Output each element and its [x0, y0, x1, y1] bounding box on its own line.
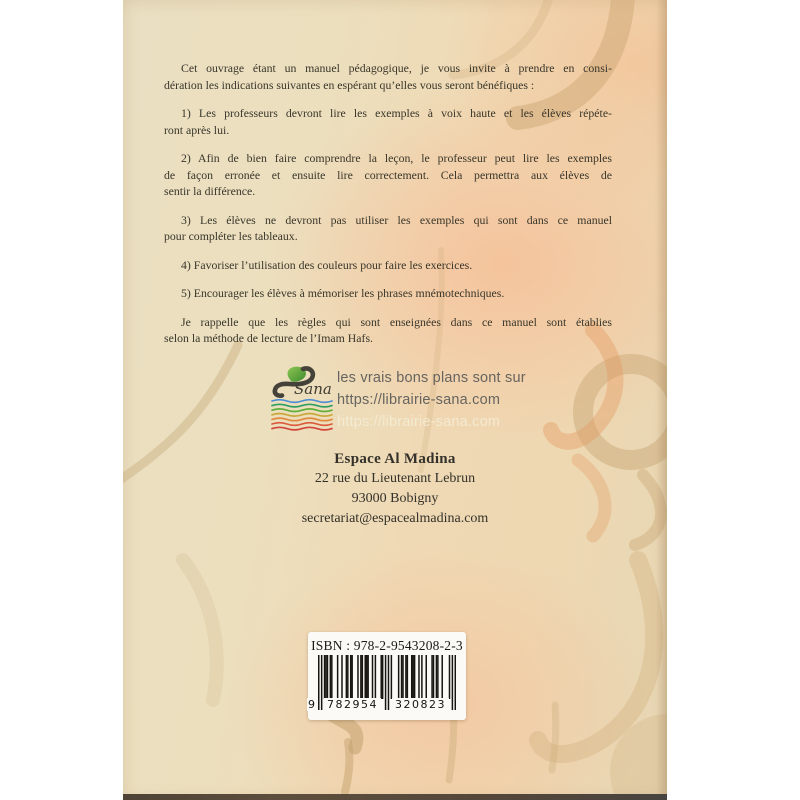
barcode-digits: [308, 698, 456, 712]
body-line: de façon erronée et ensuite lire correctement. Cela permettra aux élèves de: [164, 167, 612, 182]
isbn-barcode-panel: [308, 632, 466, 720]
watermark-ghost-url: https://librairie-sana.com: [337, 414, 501, 430]
barcode-bar: [367, 655, 369, 699]
barcode-bar: [402, 655, 404, 699]
barcode-bar: [398, 655, 400, 699]
barcode-bar: [341, 655, 343, 699]
body-paragraph: [164, 257, 612, 274]
body-line: Je rappelle que les règles qui sont enseignées dans ce manuel sont établies: [181, 314, 612, 329]
body-line: 5) Encourager les élèves à mémoriser les phrases mnémotechniques.: [181, 286, 505, 300]
barcode-bar: [372, 655, 374, 699]
cover-bottom-edge: [123, 794, 667, 800]
body-line: Cet ouvrage étant un manuel pédagogique, je vous invite à prendre en consi-: [181, 61, 612, 75]
sana-swan-icon: [270, 366, 336, 400]
sana-logo-text: Sana: [294, 380, 332, 398]
cover-right-edge-shade: [656, 0, 667, 800]
body-line: pour compléter les tableaux.: [164, 229, 298, 243]
sana-logo: [270, 366, 336, 434]
publisher-block: [123, 449, 667, 529]
barcode-bar: [401, 655, 403, 699]
barcode-bar: [350, 655, 352, 699]
barcode-bar: [425, 655, 427, 699]
barcode-bar: [327, 655, 329, 699]
barcode-area: [308, 655, 456, 713]
barcode-bar: [324, 655, 326, 699]
barcode-bar: [325, 655, 327, 699]
barcode-bar: [375, 655, 377, 699]
barcode-bar: [357, 655, 359, 699]
body-line: dération les indications suivantes en espérant qu’elles vous seront bénéfiques :: [164, 77, 535, 92]
barcode-bar: [449, 655, 451, 699]
body-paragraph: [164, 212, 612, 245]
watermark-slogan: les vrais bons plans sont sur: [337, 370, 526, 386]
barcode-bar: [431, 655, 433, 699]
barcode-digit-group: 9: [308, 698, 315, 711]
publisher-address-line2: 93000 Bobigny: [351, 491, 439, 506]
barcode-bar: [433, 655, 435, 699]
body-paragraph: [164, 105, 612, 138]
barcode-digit-group: 320823: [392, 698, 449, 711]
barcode-bar: [436, 655, 438, 699]
barcode-bar: [347, 655, 349, 699]
body-paragraph: [164, 314, 612, 347]
barcode-bar: [441, 655, 443, 699]
body-line: 1) Les professeurs devront lire les exemples à voix haute et les élèves répéte-: [181, 106, 612, 120]
barcode-bar: [391, 655, 393, 699]
barcode-bar: [405, 655, 407, 699]
body-line: sentir la différence.: [164, 184, 256, 198]
body-paragraph: [164, 150, 612, 200]
barcode-bar: [360, 655, 362, 699]
wave-line: [272, 414, 332, 417]
barcode-bar: [380, 655, 382, 699]
body-paragraph: [164, 285, 612, 302]
wave-line: [272, 418, 332, 421]
barcode-bar: [362, 655, 364, 699]
barcode-bar: [412, 655, 414, 699]
isbn-label: ISBN : 978-2-9543208-2-3: [311, 638, 463, 653]
wave-line: [272, 400, 332, 403]
watermark-url: https://librairie-sana.com: [337, 392, 501, 408]
barcode-bar: [418, 655, 420, 699]
publisher-email: secretariat@espacealmadina.com: [301, 511, 489, 526]
wave-line: [272, 404, 332, 407]
watermark-text: [337, 367, 526, 433]
wave-line: [272, 423, 332, 426]
body-line: ront après lui.: [164, 122, 230, 137]
body-line: 4) Favoriser l’utilisation des couleurs pour faire les exercices.: [181, 257, 473, 272]
barcode-bar: [407, 655, 409, 699]
barcode-bar: [382, 655, 384, 699]
body-line: selon la méthode de lecture de l’Imam Hafs.: [164, 331, 373, 345]
barcode-bar: [364, 655, 366, 699]
wave-line: [272, 427, 332, 430]
barcode-bar: [351, 655, 353, 699]
barcode-bar: [414, 655, 416, 699]
body-line: 3) Les élèves ne devront pas utiliser les exemples qui sont dans ce manuel: [181, 212, 612, 227]
barcode-bar: [437, 655, 439, 699]
barcode-bar: [411, 655, 413, 699]
body-paragraph: [164, 60, 612, 93]
barcode-bar: [421, 655, 423, 699]
publisher-address-line1: 22 rue du Lieutenant Lebrun: [314, 471, 476, 486]
watermark-wave-lines-icon: [270, 398, 336, 434]
barcode-bar: [366, 655, 368, 699]
barcode-bar: [337, 655, 339, 699]
barcode-bar: [346, 655, 348, 699]
publisher-name: Espace Al Madina: [334, 451, 456, 467]
book-back-cover: [123, 0, 667, 800]
barcode-digit-group: 782954: [324, 698, 381, 711]
body-line: 2) Afin de bien faire comprendre la leçon, le professeur peut lire les exemples: [181, 151, 612, 165]
barcode-bar: [330, 655, 332, 699]
body-text: [164, 60, 612, 359]
barcode-bar: [331, 655, 333, 699]
wave-line: [272, 409, 332, 412]
